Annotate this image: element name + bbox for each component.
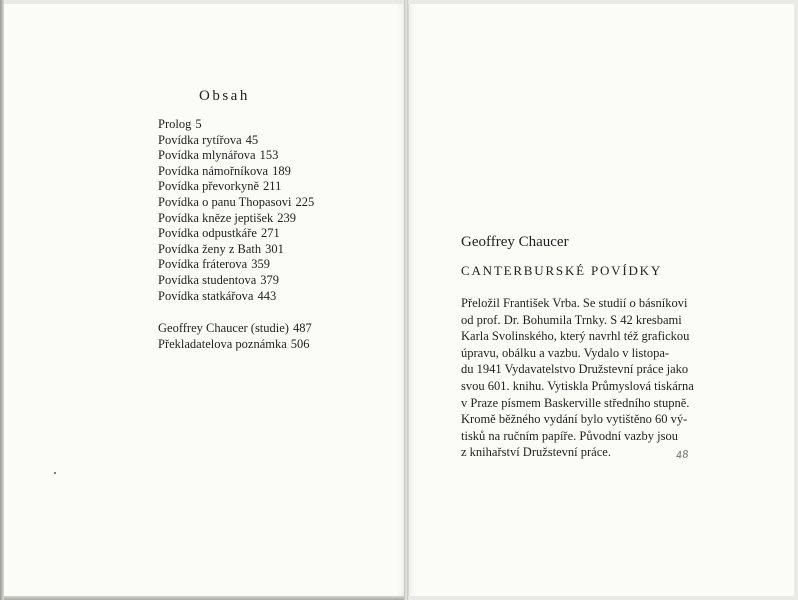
toc-entry-label: Povídka rytířova	[158, 132, 242, 147]
toc-entry	[158, 257, 314, 273]
toc-entry-page: 211	[263, 179, 282, 194]
toc-entry-label: Prolog	[158, 117, 192, 131]
colophon-line: tisků na ručním papíře. Původní vazby jsou	[461, 428, 678, 443]
toc-entry	[158, 133, 314, 149]
toc-entry-label: Povídka ženy z Bath	[158, 241, 262, 256]
handwritten-pencil-note: 48	[675, 449, 690, 462]
toc-entry-page: 487	[292, 321, 312, 335]
toc-entry-page: 225	[295, 194, 315, 209]
appendix-list	[158, 321, 312, 352]
contents-list	[158, 117, 314, 304]
toc-entry	[158, 242, 314, 258]
toc-entry-label: Povídka statkářova	[158, 288, 254, 303]
book-title: CANTERBURSKÉ POVÍDKY	[461, 263, 663, 278]
toc-entry	[158, 273, 314, 289]
page-stack-bottom	[4, 596, 404, 600]
toc-entry-label: Povídka kněze jeptišek	[158, 210, 274, 225]
colophon-line: Karla Svolinského, který navrhl též grafickou	[461, 329, 690, 344]
colophon-line: od prof. Dr. Bohumila Trnky. S 42 kresbami	[461, 312, 682, 327]
toc-entry	[158, 337, 312, 353]
toc-entry	[158, 321, 312, 337]
toc-entry	[158, 289, 314, 305]
toc-entry-label: Geoffrey Chaucer (studie)	[158, 321, 289, 335]
toc-entry-page: 359	[251, 257, 270, 272]
toc-entry-label: Povídka o panu Thopasovi	[158, 194, 292, 209]
colophon-line: Přeložil František Vrba. Se studií o básníkovi	[461, 296, 688, 310]
toc-entry	[158, 179, 314, 195]
toc-entry-label: Povídka fráterova	[158, 257, 248, 272]
colophon-line: úpravu, obálku a vazbu. Vydalo v listopa-	[461, 345, 670, 360]
colophon-text	[461, 295, 694, 461]
toc-entry-page: 301	[265, 241, 284, 256]
colophon-line: svou 601. knihu. Vytiskla Průmyslová tiskárna	[461, 378, 694, 393]
toc-entry	[158, 195, 314, 211]
toc-entry-page: 271	[260, 226, 280, 241]
toc-entry-label: Povídka námořníkova	[158, 163, 269, 178]
toc-entry-label: Povídka mlynářova	[158, 148, 256, 163]
colophon-line: du 1941 Vydavatelstvo Družstevní práce jako	[461, 362, 689, 377]
toc-entry-label: Povídka převorkyně	[158, 179, 260, 194]
colophon-line: z knihařství Družstevní práce.	[461, 445, 611, 460]
contents-heading: Obsah	[199, 88, 250, 104]
toc-entry-page: 239	[277, 210, 296, 225]
toc-entry-page: 443	[257, 288, 277, 303]
toc-entry-page: 5	[195, 117, 202, 131]
toc-entry-label: Překladatelova poznámka	[158, 336, 287, 351]
toc-entry-page: 45	[245, 132, 259, 147]
toc-entry-page: 379	[260, 272, 280, 287]
toc-entry-label: Povídka odpustkáře	[158, 226, 257, 241]
paper-speck	[54, 472, 56, 474]
colophon-line: v Praze písmem Baskerville středního stupně.	[461, 395, 690, 410]
toc-entry-page: 189	[272, 163, 291, 178]
toc-entry-page: 506	[290, 336, 310, 351]
author-name: Geoffrey Chaucer	[461, 234, 569, 250]
toc-entry	[158, 164, 314, 180]
toc-entry	[158, 148, 314, 164]
toc-entry-page: 153	[259, 148, 279, 163]
toc-entry	[158, 226, 314, 242]
toc-entry-label: Povídka studentova	[158, 272, 257, 287]
toc-entry	[158, 211, 314, 227]
toc-entry	[158, 117, 314, 133]
colophon-line: Kromě běžného vydání bylo vytištěno 60 vý-	[461, 412, 688, 427]
